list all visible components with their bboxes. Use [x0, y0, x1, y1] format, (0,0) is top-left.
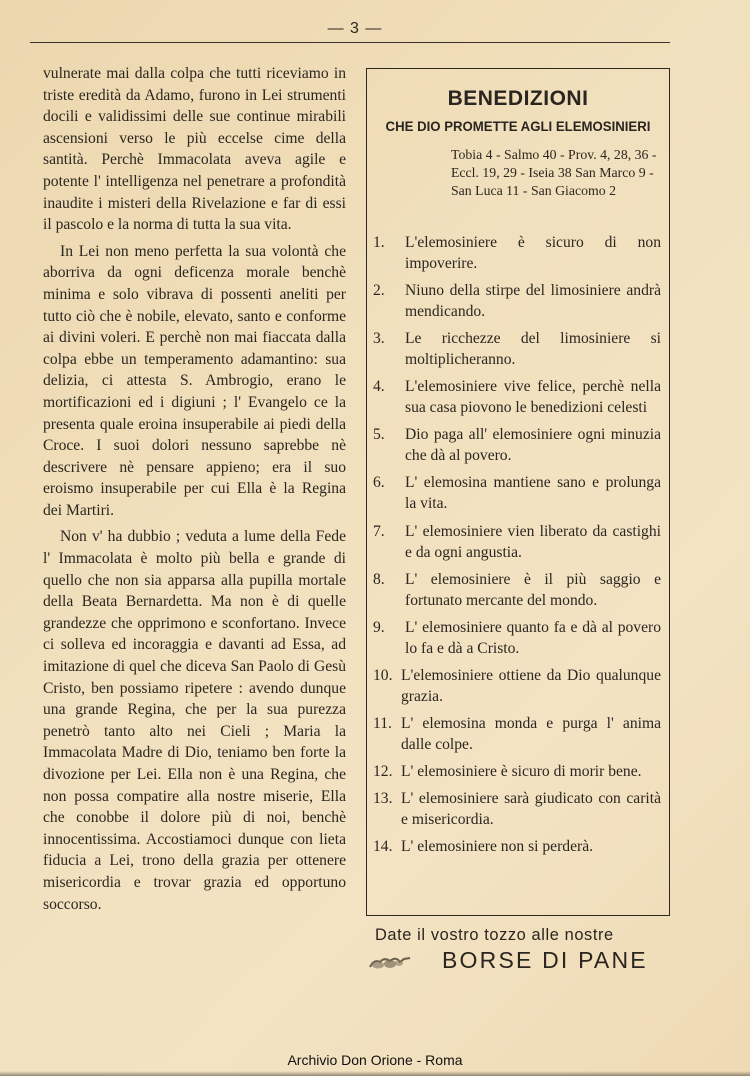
item-number: 12.: [373, 763, 393, 781]
list-item: [373, 836, 665, 857]
item-number: 11.: [373, 714, 392, 732]
bread-bags-banner: [368, 947, 673, 975]
item-number: 10.: [373, 666, 393, 684]
item-text: L'elemosiniere è sicuro di non impoverire.: [405, 234, 661, 272]
box-title: BENEDIZIONI: [447, 87, 589, 110]
list-item: [373, 569, 665, 611]
bread-bags-title: BORSE DI PANE: [442, 947, 648, 973]
item-number: 7.: [373, 522, 385, 540]
item-text: L' elemosiniere quanto fa e dà al povero lo fa e dà a Cristo.: [405, 618, 661, 657]
item-number: 5.: [373, 426, 385, 444]
item-text: Le ricchezze del limosiniere si moltiplicheranno.: [405, 330, 661, 369]
header-rule: [30, 42, 670, 43]
list-item: [373, 788, 665, 830]
item-text: Niuno della stirpe del limosiniere andrà mendicando.: [405, 282, 661, 321]
item-number: 9.: [373, 618, 385, 636]
list-item: [373, 376, 665, 418]
item-text: L' elemosiniere è il più saggio e fortunato mercante del mondo.: [405, 570, 661, 609]
list-item: [373, 472, 665, 514]
box-subtitle: CHE DIO PROMETTE AGLI ELEMOSINIERI: [385, 119, 651, 135]
item-number: 1.: [373, 234, 385, 251]
article-paragraph: vulnerate mai dalla colpa che tutti riceviamo in triste eredità da Adamo, furono in Lei strumenti docili e validissimi delle sue continue mirabili ascensioni verso le più eccelse cime della santità. Perchè Immacolata aveva agile e potente l' intelligenza nel penetrare a profondità inaudite i misteri della Rivelazione e far di essi il pascolo e la norma di tutta la sua vita.: [43, 65, 346, 234]
article-paragraph: In Lei non meno perfetta la sua volontà che aborriva da ogni deficenza morale benchè minima e solo vibrava di possenti aneliti per tutto ciò che è nobile, elevato, santo e conforme ai divini voleri. E perchè non mai fiaccata dalla colpa ebbe un temperamento adamantino: sua delizia, ci attesta S. Ambrogio, erano le mortificazioni ed i digiuni ; l' Evangelo ce la presenta quale eroina insuperabile ai piedi della Croce. I suoi dolori nessuno saprebbe nè descrivere nè pensare appieno; era il suo eroismo insuperabile per cui Ella è la Regina dei Martiri.: [43, 242, 346, 519]
bread-basket-icon: [368, 953, 412, 971]
list-item: [373, 665, 665, 707]
item-text: L' elemosiniere vien liberato da castighi e da ogni angustia.: [405, 522, 661, 561]
appeal-line: Date il vostro tozzo alle nostre: [375, 926, 614, 944]
list-item: [373, 761, 665, 782]
scan-edge: [0, 1071, 750, 1076]
item-text: L'elemosiniere ottiene da Dio qualunque grazia.: [401, 666, 661, 705]
item-number: 6.: [373, 474, 385, 492]
blessings-box: [366, 68, 670, 916]
item-text: L' elemosina monda e purga l' anima dalle colpe.: [401, 714, 661, 753]
item-number: 14.: [373, 838, 393, 856]
list-item: [373, 232, 665, 274]
item-text: L'elemosiniere vive felice, perchè nella sua casa piovono le benedizioni celesti: [405, 378, 661, 417]
list-item: [373, 617, 665, 659]
archive-credit: Archivio Don Orione - Roma: [287, 1052, 463, 1068]
item-number: 3.: [373, 330, 385, 348]
item-text: L' elemosiniere sarà giudicato con carità e misericordia.: [401, 790, 661, 829]
item-number: 4.: [373, 378, 385, 396]
item-number: 13.: [373, 790, 393, 808]
item-text: L' elemosina mantiene sano e prolunga la vita.: [405, 474, 661, 513]
article-paragraph: Non v' ha dubbio ; veduta a lume della Fede l' Immacolata è molto più bella e grande di quello che non sia apparsa alla pupilla mortale della Beata Bernardetta. Ma non è di quelle grandezze che opprimono e sconfortano. Invece ci solleva ed incoraggia e davanti ad Essa, ad imitazione di quel che diceva San Paolo di Gesù Cristo, ben possiamo ripetere : avendo dunque una grande Regina, che per la sua purezza penetrò tanto alto nei Cieli ; Maria la Immacolata Madre di Dio, teniamo ben forte la divozione per Lei. Ella non è una Regina, che non possa compatire alla nostre miserie, Ella che conobbe il dolore più di noi, benchè innocentissima. Accostiamoci dunque con lieta fiducia a Lei, trono della grazia per ottenere misericordia e trovar grazia ed opportuno soccorso.: [43, 528, 346, 913]
item-text: L' elemosiniere è sicuro di morir bene.: [401, 763, 642, 781]
page-number: — 3 —: [327, 20, 383, 37]
list-item: [373, 521, 665, 563]
list-item: [373, 424, 665, 466]
item-number: 2.: [373, 282, 385, 300]
article-column: [43, 63, 346, 920]
list-item: [373, 280, 665, 322]
scripture-references: Tobia 4 - Salmo 40 - Prov. 4, 28, 36 - Eccl. 19, 29 - Iseia 38 San Marco 9 - San Luca 11 - San Giacomo 2: [451, 147, 657, 199]
item-text: Dio paga all' elemosiniere ogni minuzia che dà al povero.: [405, 426, 661, 465]
list-item: [373, 328, 665, 370]
item-number: 8.: [373, 570, 385, 588]
item-text: L' elemosiniere non si perderà.: [401, 838, 594, 856]
blessings-list: [373, 232, 665, 863]
list-item: [373, 713, 665, 755]
